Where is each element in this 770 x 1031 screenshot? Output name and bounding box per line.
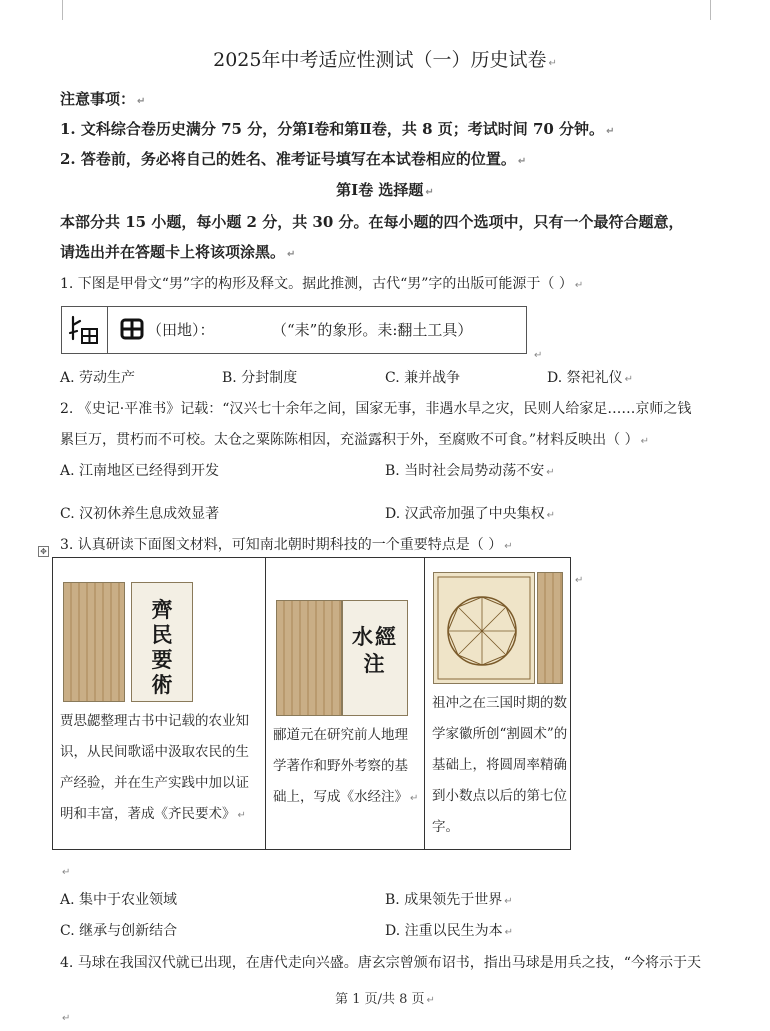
q1-figure-plough-label: （“耒”的象形。耒:翻土工具） (272, 321, 473, 339)
q3-cell-shuijing (266, 558, 425, 849)
q2-stem-line1: 2. 《史记·平准书》记载：“汉兴七十余年之间，国家无事，非遇水旱之灾，民则人给家足……京师之钱 (60, 401, 692, 417)
q3-option-d: D. 注重以民生为本 ↵ (385, 923, 514, 939)
q3-option-a: A. 集中于农业领域 (60, 892, 178, 908)
q1-option-c: C. 兼并战争 (385, 370, 461, 386)
q1-figure-field-label: （田地）： (147, 321, 215, 339)
q3-cell-zuchongzhi (425, 558, 570, 849)
paragraph-mark: ↵ (62, 867, 71, 878)
q3-cell3-text: 祖冲之在三国时期的数学家徽所创“割圆术”的基础上，将圆周率精确到小数点以后的第七位字。 (432, 695, 568, 835)
q1-figure (61, 306, 527, 354)
section-intro-line2: 请选出并在答题卡上将该项涂黑。 ↵ (60, 243, 296, 261)
qimin-cover-title: 齊民要術 (151, 597, 173, 697)
q1-stem: 1. 下图是甲骨文“男”字的构形及释文。据此推测，古代“男”字的出版可能源于（ ） ↵ (60, 276, 584, 292)
notice-heading: 注意事项： ↵ (60, 90, 146, 108)
q2-option-a: A. 江南地区已经得到开发 (60, 463, 220, 479)
notice-item-2: 2. 答卷前，务必将自己的姓名、准考证号填写在本试卷相应的位置。 ↵ (60, 150, 527, 168)
q3-cell1-text: 贾思勰整理古书中记载的农业知识，从民间歌谣中汲取农民的生产经验，并在生产实践中加以证明和丰富，著成《齐民要术》 ↵ (60, 713, 249, 822)
crop-mark-left (62, 0, 63, 20)
q1-option-d: D. 祭祀礼仪 ↵ (547, 370, 634, 386)
crop-mark-right (710, 0, 711, 20)
q3-option-c: C. 继承与创新结合 (60, 923, 178, 939)
shuijing-cover-image (342, 600, 408, 716)
shuijing-page-image (276, 600, 342, 716)
field-glyph-icon (120, 318, 144, 340)
q2-option-b: B. 当时社会局势动荡不安 ↵ (385, 463, 555, 479)
table-move-handle[interactable]: ✥ (38, 546, 49, 557)
page-footer: 第 1 页/共 8 页 ↵ (335, 992, 435, 1007)
q4-stem: 4. 马球在我国汉代就已出现，在唐代走向兴盛。唐玄宗曾颁布诏书，指出马球是用兵之技，“今将示于天 (60, 955, 701, 971)
q2-option-c: C. 汉初休养生息成效显著 (60, 506, 220, 522)
geyuan-diagram-image (433, 572, 535, 684)
circle-division-icon (434, 573, 534, 683)
paragraph-mark: ↵ (575, 575, 584, 586)
q3-option-b: B. 成果领先于世界 ↵ (385, 892, 513, 908)
paragraph-mark: ↵ (62, 1013, 71, 1024)
q2-stem-line2: 累巨万，贯朽而不可校。太仓之粟陈陈相因，充溢露积于外，至腐败不可食。”材料反映出（ ） ↵ (60, 432, 649, 448)
q3-cell-qimin (53, 558, 266, 849)
qimin-cover-image (131, 582, 193, 702)
oracle-nan-icon (67, 313, 101, 347)
q2-option-d: D. 汉武帝加强了中央集权 ↵ (385, 506, 556, 522)
page-title: 2025年中考适应性测试（一）历史试卷 ↵ (213, 49, 557, 71)
notice-item-1: 1. 文科综合卷历史满分 75 分，分第Ⅰ卷和第Ⅱ卷，共 8 页；考试时间 70 分钟。 ↵ (60, 120, 615, 138)
section-intro-line1: 本部分共 15 小题，每小题 2 分，共 30 分。在每小题的四个选项中，只有一个最符合题意， (60, 213, 684, 231)
q3-cell2-text: 郦道元在研究前人地理学著作和野外考察的基础上，写成《水经注》 ↵ (273, 727, 419, 805)
shuijing-cover-title: 水經注 (352, 624, 398, 676)
paragraph-mark: ↵ (534, 350, 543, 361)
q3-material-table (52, 557, 571, 850)
section-title: 第Ⅰ卷 选择题 ↵ (336, 181, 434, 199)
geyuan-text-strip (537, 572, 563, 684)
oracle-bone-glyph (62, 307, 108, 353)
q1-option-a: A. 劳动生产 (60, 370, 136, 386)
qimin-page-image (63, 582, 125, 702)
q1-option-b: B. 分封制度 (222, 370, 298, 386)
q3-stem: 3. 认真研读下面图文材料，可知南北朝时期科技的一个重要特点是（ ） ↵ (60, 537, 513, 553)
